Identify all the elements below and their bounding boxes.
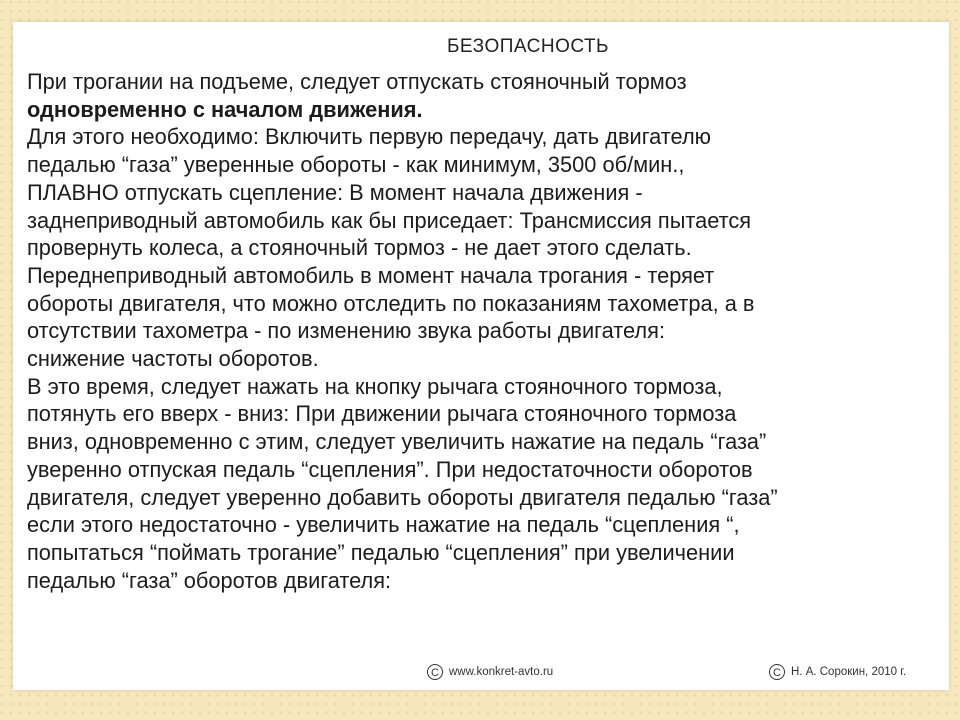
body-line: снижение частоты оборотов. bbox=[27, 346, 319, 372]
website-link[interactable]: www.konkret-avto.ru bbox=[449, 666, 554, 678]
body-line: провернуть колеса, а стояночный тормоз - не дает этого сделать. bbox=[27, 235, 692, 261]
body-line: заднеприводный автомобиль как бы приседает: Трансмиссия пытается bbox=[27, 207, 752, 233]
slide bbox=[13, 22, 949, 690]
body-line: обороты двигателя, что можно отследить по показаниям тахометра, а в bbox=[27, 290, 755, 316]
footer-author bbox=[769, 664, 906, 680]
copyright-icon: C bbox=[427, 664, 443, 680]
body-line: если этого недостаточно - увеличить нажатие на педаль “сцепления “, bbox=[27, 512, 740, 538]
body-line: педалью “газа” уверенные обороты - как минимум, 3500 об/мин., bbox=[27, 152, 685, 178]
copyright-icon: C bbox=[769, 664, 785, 680]
body-line: двигателя, следует уверенно добавить обороты двигателя педалью “газа” bbox=[27, 484, 778, 510]
body-line: педалью “газа” оборотов двигателя: bbox=[27, 567, 392, 593]
body-line: Для этого необходимо: Включить первую передачу, дать двигателю bbox=[27, 124, 712, 150]
body-line: отсутствии тахометра - по изменению звука работы двигателя: bbox=[27, 318, 666, 344]
slide-body bbox=[27, 68, 942, 594]
footer-website bbox=[427, 664, 553, 680]
slide-title: БЕЗОПАСНОСТЬ bbox=[446, 36, 610, 57]
body-line: В это время, следует нажать на кнопку рычага стояночного тормоза, bbox=[27, 373, 723, 399]
body-line: попытаться “поймать трогание” педалью “сцепления” при увеличении bbox=[27, 539, 735, 565]
body-line: ПЛАВНО отпускать сцепление: В момент начала движения - bbox=[27, 179, 643, 205]
author-credit: Н. А. Сорокин, 2010 г. bbox=[791, 666, 907, 678]
body-line: Переднеприводный автомобиль в момент начала трогания - теряет bbox=[27, 262, 715, 288]
body-line: При трогании на подъеме, следует отпускать стояночный тормоз bbox=[27, 69, 687, 94]
body-line: уверенно отпуская педаль “сцепления”. При недостаточности оборотов bbox=[27, 456, 753, 482]
body-line-bold: одновременно с началом движения. bbox=[27, 96, 423, 122]
body-line: вниз, одновременно с этим, следует увеличить нажатие на педаль “газа” bbox=[27, 429, 767, 455]
body-line: потянуть его вверх - вниз: При движении рычага стояночного тормоза bbox=[27, 401, 737, 427]
